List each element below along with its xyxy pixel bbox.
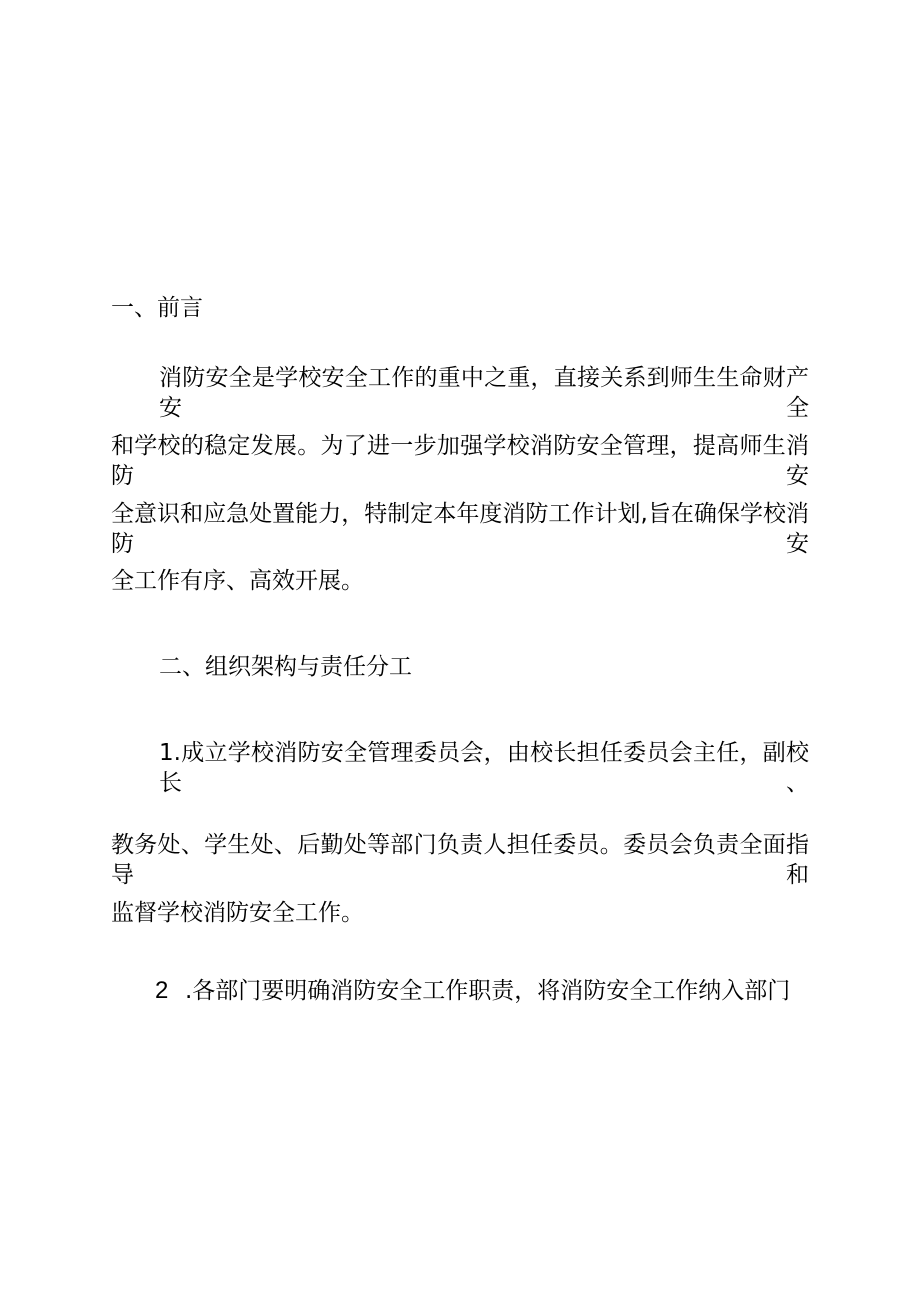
paragraph-line: 全工作有序、高效开展。 (111, 568, 364, 594)
list-item-text: .各部门要明确消防安全工作职责，将消防安全工作纳入部门 (185, 978, 791, 1004)
section-heading-preface: 一、前言 (111, 295, 203, 321)
list-item-number: 2 (155, 977, 169, 1004)
paragraph-line: 和学校的稳定发展。为了进一步加强学校消防安全管理，提高师生消防安 (111, 433, 809, 489)
paragraph-line: 消防安全是学校安全工作的重中之重，直接关系到师生生命财产安全 (159, 365, 809, 421)
list-item-line: 监督学校消防安全工作。 (111, 900, 364, 926)
paragraph-line: 全意识和应急处置能力，特制定本年度消防工作计划,旨在确保学校消防安 (111, 501, 809, 557)
list-item-line: 1.成立学校消防安全管理委员会，由校长担任委员会主任，副校长、 (159, 740, 809, 796)
section-heading-organization: 二、组织架构与责任分工 (159, 654, 412, 680)
list-item-line: 教务处、学生处、后勤处等部门负责人担任委员。委员会负责全面指导和 (111, 832, 809, 888)
list-item-line (155, 976, 790, 1006)
